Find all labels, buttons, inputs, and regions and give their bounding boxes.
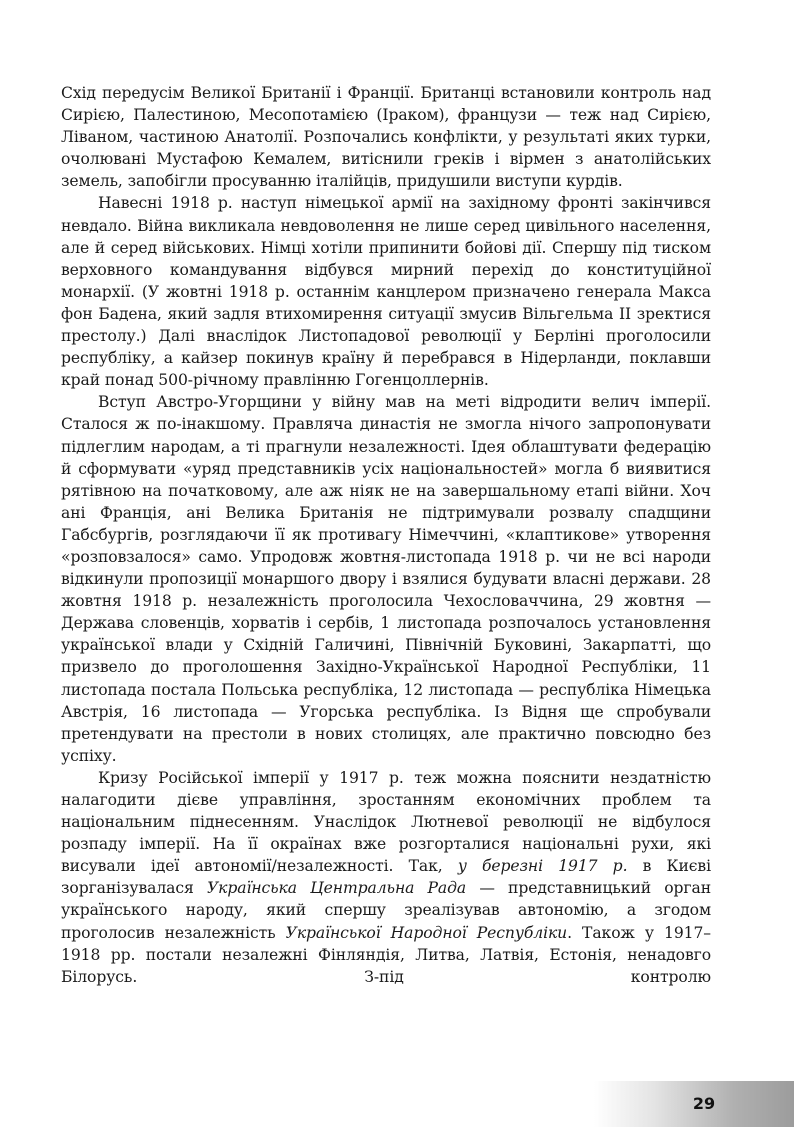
text-segment: Навесні 1918 р. наступ німецької армії на західному фронті закінчився невдало. Війна викликала невдоволення не лише серед цивільного населення, але й серед військових. Німці хотіли припинити бойові дії. Спершу під тиском верховного командування відбувся мирний перехід до конституційної монархії. (У жовтні 1918 р. останнім канцлером призначено генерала Макса фон Бадена, який задля втихомирення ситуації змусив Вільгельма II зректися престолу.) Далі внаслідок Листопадової революції у Берліні проголосили республіку, а кайзер покинув країну й перебрався в Нідерланди, поклавши край понад 500-річному правлінню Гогенцоллернів. [61,194,711,390]
emphasized-text: Української Народної Республіки [285,923,568,942]
text-segment: Кризу Російської імперії у 1917 р. теж можна пояснити нездатністю налагодити дієве управління, зростанням економічних проблем та національним піднесенням. Унаслідок Лютневої революції не відбулося розпаду імперії. На її окраїнах вже розгорталися національні рухи, які висували ідеї автономії/незалежності. Так, [61,768,711,876]
page-number: 29 [692,1094,716,1113]
paragraph-3 [61,391,711,767]
emphasized-text: у березні 1917 р. [457,857,628,876]
text-segment: в Києві зорганізувалася [61,857,711,898]
text-segment: Вступ Австро-Угорщини у війну мав на меті відродити велич імперії. Сталося ж по-інакшому. Правляча династія не змогла нічого запропонувати підлеглим народам, а ті прагнули незалежності. Ідея облаштувати федерацію й сформувати «уряд представників усіх національностей» могла б виявитися рятівною на початковому, але аж ніяк не на завершальному етапі війни. Хоч ані Франція, ані Велика Британія не підтримували розвалу спадщини Габсбургів, розглядаючи її як противагу Німеччині, «клаптикове» утворення «розповзалося» само. Упродовж жовтня-листопада 1918 р. чи не всі народи відкинули пропозиції монаршого двору і взялися будувати власні держави. 28 жовтня 1918 р. незалежність проголосила Чехословаччина, 29 жовтня — Держава словенців, хорватів і сербів, 1 листопада розпочалось установлення української влади у Східній Галичині, Північній Буковині, Закарпатті, що призвело до проголошення Західно-Української Народної Республіки, 11 листопада постала Польська республіка, 12 листопада — республіка Німецька Австрія, 16 листопада — Угорська республіка. Із Відня ще спробували претендувати на престоли в нових столицях, але практично повсюдно без успіху. [61,393,711,765]
paragraph-4 [61,767,711,988]
page-body-text [61,82,711,988]
text-segment: . Також у 1917–1918 рр. постали незалежні Фінляндія, Литва, Латвія, Естонія, ненадовго Білорусь. З-під контролю [61,923,711,986]
paragraph-1 [61,82,711,192]
text-segment: Схід передусім Великої Британії і Франції. Британці встановили контроль над Сирією, Палестиною, Месопотамією (Іраком), французи — теж над Сирією, Ліваном, частиною Анатолії. Розпочались конфлікти, у результаті яких турки, очолювані Мустафою Кемалем, витіснили греків і вірмен з анатолійських земель, запобігли просуванню італійців, придушили виступи курдів. [61,84,711,191]
emphasized-text: Українська Центральна Рада [206,879,467,898]
text-segment: — представницький орган українського народу, який спершу зреалізував автономію, а згодом проголосив незалежність [61,879,711,942]
paragraph-2 [61,192,711,391]
